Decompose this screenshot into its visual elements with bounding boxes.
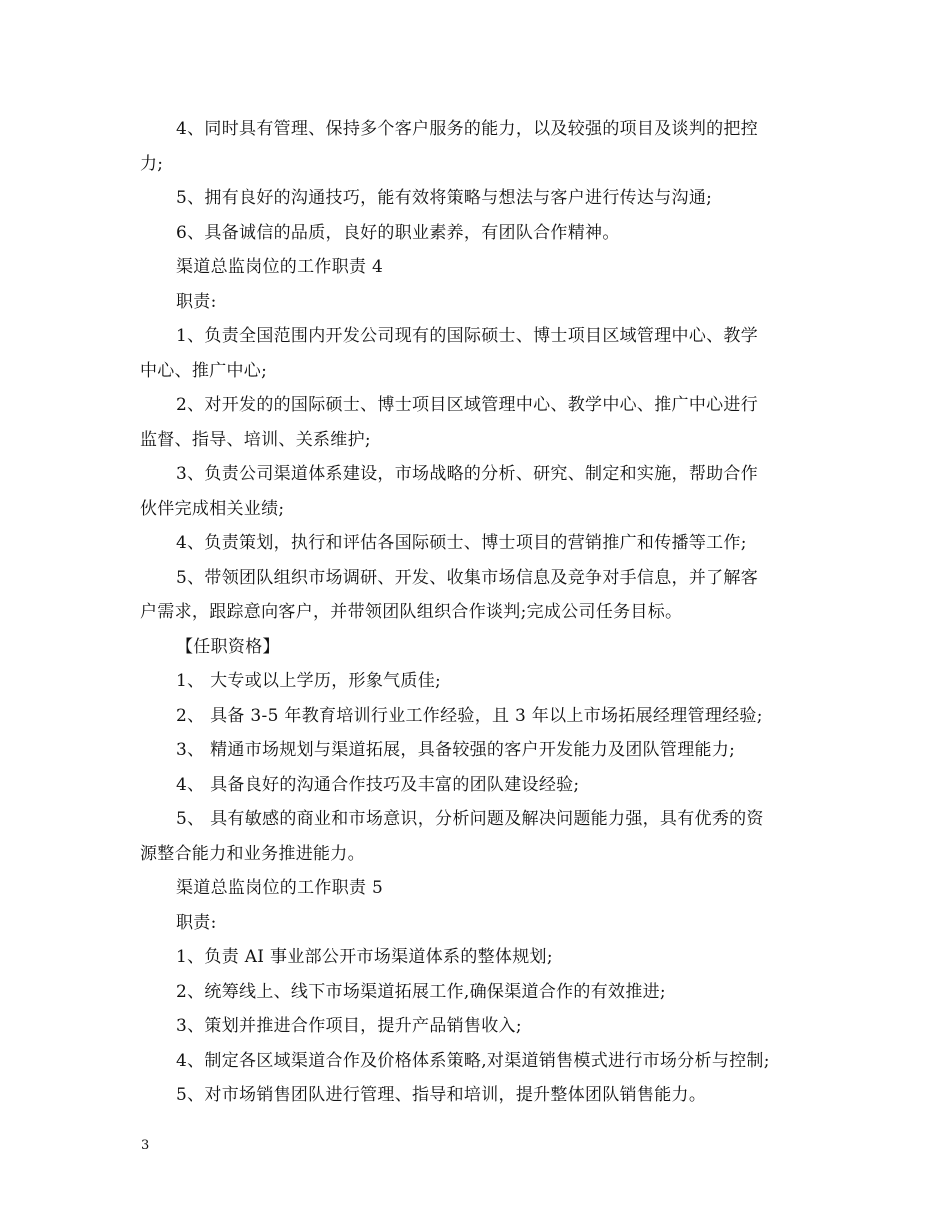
text-line: 伙伴完成相关业绩; bbox=[140, 498, 285, 519]
text-line: 1、 大专或以上学历，形象气质佳; bbox=[176, 671, 442, 691]
text-line: 渠道总监岗位的工作职责 5 bbox=[176, 878, 384, 898]
document-body bbox=[140, 112, 820, 1113]
text-line: 5、 具有敏感的商业和市场意识，分析问题及解决问题能力强，具有优秀的资 bbox=[176, 809, 764, 829]
text-line: 渠道总监岗位的工作职责 4 bbox=[176, 257, 384, 277]
text-line: 4、同时具有管理、保持多个客户服务的能力，以及较强的项目及谈判的把控 bbox=[176, 119, 759, 139]
text-line: 3、 精通市场规划与渠道拓展，具备较强的客户开发能力及团队管理能力; bbox=[176, 740, 736, 760]
text-line: 职责: bbox=[176, 291, 217, 312]
text-line: 1、负责全国范围内开发公司现有的国际硕士、博士项目区域管理中心、教学 bbox=[176, 326, 759, 346]
text-line: 3、策划并推进合作项目，提升产品销售收入; bbox=[176, 1016, 522, 1036]
text-line: 4、负责策划，执行和评估各国际硕士、博士项目的营销推广和传播等工作; bbox=[176, 533, 747, 553]
text-line: 1、负责 AI 事业部公开市场渠道体系的整体规划; bbox=[176, 947, 553, 967]
text-line: 5、拥有良好的沟通技巧，能有效将策略与想法与客户进行传达与沟通; bbox=[176, 188, 713, 208]
text-line: 中心、推广中心; bbox=[140, 360, 268, 381]
text-line: 源整合能力和业务推进能力。 bbox=[140, 843, 365, 864]
text-line: 4、制定各区域渠道合作及价格体系策略,对渠道销售模式进行市场分析与控制; bbox=[176, 1050, 770, 1071]
text-line: 【任职资格】 bbox=[176, 636, 280, 657]
text-line: 户需求，跟踪意向客户，并带领团队组织合作谈判;完成公司任务目标。 bbox=[140, 602, 683, 622]
text-line: 2、对开发的的国际硕士、博士项目区域管理中心、教学中心、推广中心进行 bbox=[176, 395, 759, 415]
text-line: 5、带领团队组织市场调研、开发、收集市场信息及竞争对手信息，并了解客 bbox=[176, 567, 759, 588]
text-line: 职责: bbox=[176, 912, 217, 933]
text-line: 4、 具备良好的沟通合作技巧及丰富的团队建设经验; bbox=[176, 774, 580, 795]
text-line: 2、 具备 3-5 年教育培训行业工作经验，且 3 年以上市场拓展经理管理经验; bbox=[176, 705, 763, 726]
text-line: 力; bbox=[140, 153, 164, 174]
text-line: 监督、指导、培训、关系维护; bbox=[140, 429, 371, 450]
page-number: 3 bbox=[141, 1138, 150, 1153]
text-line: 3、负责公司渠道体系建设，市场战略的分析、研究、制定和实施，帮助合作 bbox=[176, 464, 759, 484]
text-line: 2、统筹线上、线下市场渠道拓展工作,确保渠道合作的有效推进; bbox=[176, 981, 666, 1002]
text-line: 5、对市场销售团队进行管理、指导和培训，提升整体团队销售能力。 bbox=[176, 1085, 707, 1105]
text-line: 6、具备诚信的品质，良好的职业素养，有团队合作精神。 bbox=[176, 222, 620, 243]
